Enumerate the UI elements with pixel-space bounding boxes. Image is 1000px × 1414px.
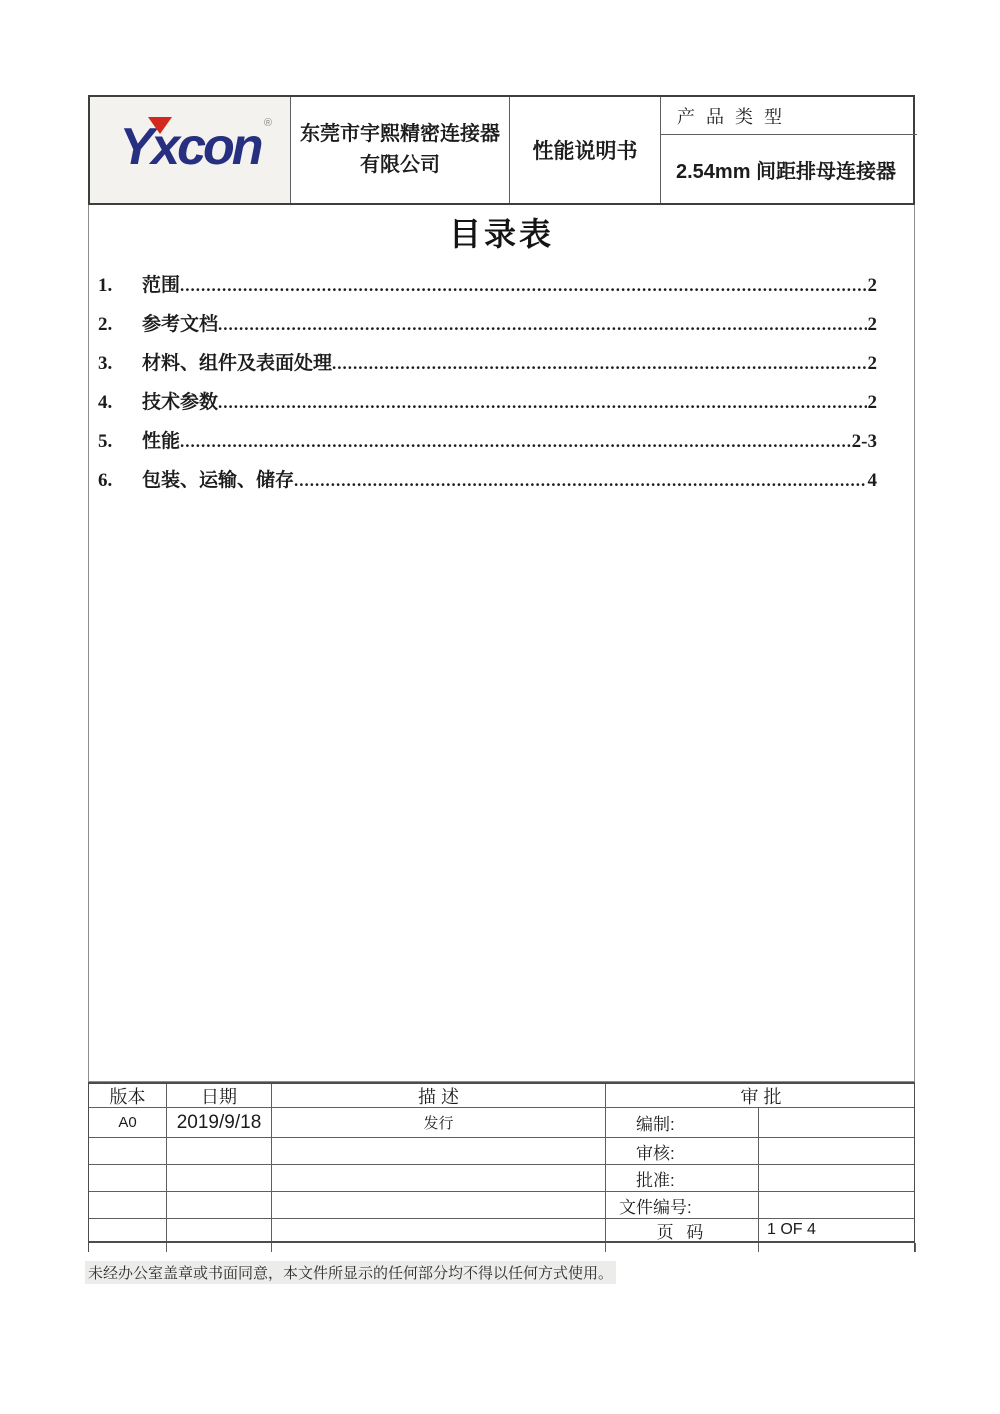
toc-item-technical-parameters (98, 387, 877, 426)
product-type-block (660, 97, 917, 203)
column-header-description: 描 述 (272, 1084, 606, 1107)
table-cell (759, 1243, 916, 1252)
logo-triangle-icon (148, 117, 172, 134)
document-page (88, 95, 915, 1282)
toc-item-label: 材料、组件及表面处理 (142, 353, 333, 374)
product-type-label: 产 品 类 型 (661, 97, 917, 135)
page-code-value-cell: 1 OF 4 (767, 1221, 816, 1238)
toc-dot-leader (180, 432, 851, 452)
column-header-date: 日期 (167, 1084, 272, 1107)
registered-trademark-icon: ® (263, 117, 272, 129)
approval-value-cell (759, 1192, 916, 1218)
date-cell (167, 1192, 272, 1218)
toc-section (88, 205, 915, 1082)
confidentiality-notice: 未经办公室盖章或书面同意，本文件所显示的任何部分均不得以任何方式使用。 (85, 1261, 616, 1284)
date-cell (167, 1138, 272, 1164)
approval-label-cell: 编制: (606, 1108, 759, 1137)
toc-item-page: 2 (867, 392, 877, 413)
description-cell (272, 1165, 606, 1191)
approval-value-cell (759, 1108, 916, 1137)
approval-value-cell (759, 1165, 916, 1191)
toc-item-label: 参考文档 (142, 314, 219, 335)
toc-dot-leader (218, 315, 866, 335)
version-cell: A0 (89, 1108, 167, 1137)
toc-dot-leader (218, 393, 866, 413)
table-row (89, 1165, 914, 1192)
toc-item-page: 2 (867, 314, 877, 335)
approval-value-cell (759, 1138, 916, 1164)
toc-title: 目录表 (448, 216, 554, 252)
toc-item-number: 2. (98, 314, 113, 335)
version-cell (89, 1219, 167, 1241)
toc-item-page: 4 (867, 470, 877, 491)
toc-item-performance (98, 426, 877, 465)
description-cell (272, 1138, 606, 1164)
toc-item-label: 范围 (142, 275, 181, 296)
toc-list (89, 270, 914, 504)
description-cell (272, 1192, 606, 1218)
product-type-value: 2.54mm 间距排母连接器 (676, 160, 897, 183)
table-row (89, 1108, 914, 1138)
table-cell (606, 1243, 759, 1252)
toc-dot-leader (180, 276, 866, 296)
toc-item-number: 6. (98, 470, 113, 491)
document-type: 性能说明书 (509, 97, 660, 203)
table-row-partial (89, 1243, 914, 1252)
table-row (89, 1192, 914, 1219)
date-cell: 2019/9/18 (167, 1108, 272, 1137)
table-row (89, 1219, 914, 1243)
company-name (290, 97, 509, 203)
toc-item-label: 性能 (142, 431, 181, 452)
column-header-version: 版本 (89, 1084, 167, 1107)
company-logo (90, 97, 290, 203)
company-name-line1: 东莞市宇熙精密连接器 (300, 123, 500, 145)
description-cell: 发行 (272, 1108, 606, 1137)
table-cell (167, 1243, 272, 1252)
description-cell (272, 1219, 606, 1241)
version-cell (89, 1138, 167, 1164)
revision-table-header-row (89, 1084, 914, 1108)
toc-dot-leader (294, 471, 866, 491)
toc-item-packaging (98, 465, 877, 504)
revision-table (88, 1082, 915, 1252)
company-name-line2: 有限公司 (360, 154, 440, 176)
document-header-table (88, 95, 915, 205)
logo-wordmark: Yxcon (119, 118, 261, 176)
toc-item-page: 2 (867, 275, 877, 296)
column-header-approval: 审 批 (740, 1086, 782, 1107)
approval-label-cell: 批准: (606, 1165, 759, 1191)
toc-item-number: 1. (98, 275, 113, 296)
toc-item-number: 5. (98, 431, 113, 452)
table-cell (89, 1243, 167, 1252)
toc-item-scope (98, 270, 877, 309)
toc-item-materials (98, 348, 877, 387)
toc-dot-leader (332, 354, 866, 374)
toc-item-number: 3. (98, 353, 113, 374)
table-row (89, 1138, 914, 1165)
approval-label-cell: 文件编号: (606, 1192, 759, 1218)
toc-item-references (98, 309, 877, 348)
toc-item-page: 2 (867, 353, 877, 374)
table-cell (272, 1243, 606, 1252)
version-cell (89, 1165, 167, 1191)
approval-label-cell: 审核: (606, 1138, 759, 1164)
page-code-label-cell: 页 码 (606, 1219, 759, 1241)
toc-item-number: 4. (98, 392, 113, 413)
date-cell (167, 1165, 272, 1191)
toc-item-label: 技术参数 (142, 392, 219, 413)
date-cell (167, 1219, 272, 1241)
version-cell (89, 1192, 167, 1218)
toc-item-page: 2-3 (851, 431, 877, 452)
toc-item-label: 包装、运输、储存 (142, 470, 295, 491)
